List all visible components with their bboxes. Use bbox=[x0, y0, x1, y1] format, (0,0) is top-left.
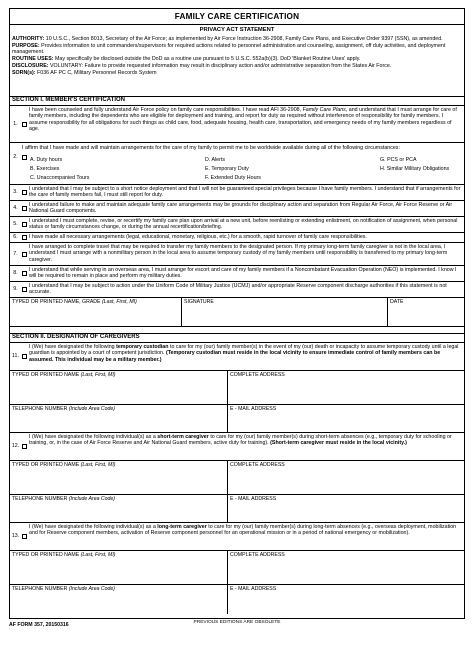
designation-11-role: temporary custodian bbox=[116, 344, 169, 350]
custodian-name-address-row bbox=[10, 371, 464, 405]
short-term-phone-field[interactable] bbox=[10, 495, 228, 522]
option-pcs: G. PCS or PCA bbox=[380, 157, 417, 163]
authority-label: AUTHORITY: bbox=[12, 36, 45, 43]
statement-2-intro: I affirm that I have made and will maintain arrangements for the care of my family to permit me to be worldwide available during all of the following circumstances: bbox=[22, 145, 400, 151]
signature-label: SIGNATURE bbox=[184, 299, 214, 305]
option-temporary-duty: E. Temporary Duty bbox=[205, 165, 249, 172]
initial-box[interactable] bbox=[21, 266, 28, 281]
name-label-italic: (Last, First, MI) bbox=[80, 552, 116, 558]
designation-11-text-b: to care for my (our) family member(s) in the event of my (our) death or incapacity to assume temporary custody until a legal guardian is appointed by a court of competent jurisdiction. bbox=[29, 344, 459, 357]
short-term-name-address-row bbox=[10, 461, 464, 495]
member-date-field[interactable] bbox=[388, 298, 464, 326]
statement-number: 6. bbox=[13, 234, 18, 241]
sorn-label: SORN(s): bbox=[12, 69, 36, 76]
option-similar-obligations: H. Similar Military Obligations bbox=[380, 165, 450, 172]
designation-12-role: short-term caregiver bbox=[157, 434, 209, 440]
statement-text bbox=[28, 106, 464, 142]
initial-box[interactable] bbox=[21, 243, 28, 265]
routine-text: May specifically be disclosed outside the DoD as a routine use pursuant to 5 U.S.C. 552a(b)(3). DoD 'Blanket Routine Uses' apply. bbox=[54, 56, 361, 63]
custodian-email-field[interactable] bbox=[228, 405, 464, 432]
statement-2 bbox=[10, 143, 464, 185]
statement-number: 8. bbox=[13, 270, 18, 277]
statement-text: I have arranged to complete travel that may be required to transfer my family members to the designated person. If my primary long-term family caregiver is not in the local area, I understand I must arrange with a nonmilitary person in the local area to assume temporary custody of my family members until responsibility is transferred to my primary long-term caregiver. bbox=[29, 244, 448, 263]
custodian-phone-field[interactable] bbox=[10, 405, 228, 432]
long-term-address-field[interactable] bbox=[228, 551, 464, 584]
option-alerts: D. Alerts bbox=[205, 157, 226, 163]
member-name-label-italic: (Last, First, MI) bbox=[101, 299, 137, 305]
initial-box[interactable] bbox=[21, 433, 28, 460]
section-1-heading: SECTION I. MEMBER'S CERTIFICATION bbox=[10, 97, 464, 106]
member-name-label: TYPED OR PRINTED NAME, GRADE bbox=[12, 299, 101, 305]
long-term-email-field[interactable] bbox=[228, 585, 464, 614]
short-term-email-field[interactable] bbox=[228, 495, 464, 522]
name-label: TYPED OR PRINTED NAME bbox=[12, 462, 80, 468]
designation-12-text-b: to care for my (our) family member(s) during short-term absences (e.g., temporary duty for schooling or training, or, in the case of Air Force Reserve and Air National Guard members, active duty for training). bbox=[29, 434, 452, 447]
designation-text bbox=[28, 523, 464, 550]
statement-number: 12. bbox=[11, 443, 20, 450]
date-label: DATE bbox=[390, 299, 404, 305]
designation-12-note: (Short-term caregiver must reside in the local vicinity.) bbox=[270, 440, 407, 447]
statement-number: 2. bbox=[13, 154, 18, 161]
option-duty-hours: A. Duty hours bbox=[30, 157, 63, 163]
long-term-phone-email-row bbox=[10, 585, 464, 614]
address-label: COMPLETE ADDRESS bbox=[230, 552, 285, 558]
statement-1-text-a: I have been counseled and fully understand Air Force policy on family care responsibilities. I have read AFI 36-2908, bbox=[29, 107, 302, 113]
phone-label-italic: (Include Area Code) bbox=[68, 496, 116, 502]
statement-text: I understand that I may be subject to action under the Uniform Code of Military Justice (UCMJ) and/or appropriate Reserve component discharge authorities if this statement is not accurate. bbox=[29, 283, 447, 296]
name-label: TYPED OR PRINTED NAME bbox=[12, 372, 80, 378]
custodian-phone-email-row bbox=[10, 405, 464, 433]
member-signature-row bbox=[10, 298, 464, 327]
privacy-heading: PRIVACY ACT STATEMENT bbox=[199, 27, 275, 33]
disclosure-text: VOLUNTARY: Failure to provide requested information may result in disciplinary action and/or administrative separation from the States Air Force. bbox=[49, 63, 392, 70]
initial-box[interactable] bbox=[21, 106, 28, 142]
statement-text: I have made all necessary arrangements (legal, educational, monetary, religious, etc.) for a smooth, rapid turnover of family care responsibilities. bbox=[29, 234, 367, 240]
name-label-italic: (Last, First, MI) bbox=[80, 372, 116, 378]
custodian-address-field[interactable] bbox=[228, 371, 464, 404]
email-label: E - MAIL ADDRESS bbox=[230, 496, 277, 502]
phone-label: TELEPHONE NUMBER bbox=[12, 406, 68, 412]
option-extended-duty: F. Extended Duty Hours bbox=[205, 174, 261, 181]
initial-box[interactable] bbox=[21, 201, 28, 216]
statement-number: 7. bbox=[13, 250, 18, 257]
initial-box[interactable] bbox=[21, 217, 28, 232]
statement-1-text-b: , and understand that I must arrange for care of family members, including the dependents who are eligible for deployment and training, and report for duty as required without interference of responsibility for family members. I assume responsibility for all obligations for such things as child care, food, adequate housing, health care, transportation, and emergency needs of my family members regardless of age. bbox=[29, 107, 457, 133]
statement-8 bbox=[10, 266, 464, 282]
designation-13-text-a: I (We) have designated the following individual(s) as a bbox=[29, 524, 156, 530]
address-label: COMPLETE ADDRESS bbox=[230, 372, 285, 378]
statement-text: I understand that I may be subject to a short notice deployment and that I will not be guaranteed special privileges because I have family members. I understand that if arrangements for the care of family members fail, I must still report for duty. bbox=[29, 186, 461, 199]
purpose-label: PURPOSE: bbox=[12, 42, 40, 49]
statement-1-italic: Family Care Plans bbox=[302, 107, 346, 113]
custodian-name-field[interactable] bbox=[10, 371, 228, 404]
routine-uses-paragraph bbox=[12, 56, 462, 62]
sorn-paragraph bbox=[12, 70, 462, 76]
statement-number: 1. bbox=[13, 120, 18, 127]
statement-7 bbox=[10, 243, 464, 266]
statement-number: 9. bbox=[13, 286, 18, 293]
statement-number: 3. bbox=[13, 189, 18, 196]
initial-box[interactable] bbox=[21, 153, 28, 161]
member-signature-field[interactable] bbox=[182, 298, 388, 326]
initial-box[interactable] bbox=[21, 185, 28, 200]
long-term-name-address-row bbox=[10, 551, 464, 585]
disclosure-paragraph bbox=[12, 63, 462, 69]
statement-number: 4. bbox=[13, 205, 18, 212]
phone-label-italic: (Include Area Code) bbox=[68, 586, 116, 592]
statement-5 bbox=[10, 217, 464, 233]
initial-box[interactable] bbox=[21, 282, 28, 297]
designation-13 bbox=[10, 523, 464, 551]
form-title: FAMILY CARE CERTIFICATION bbox=[10, 9, 464, 25]
form-page bbox=[9, 8, 465, 619]
short-term-phone-email-row bbox=[10, 495, 464, 523]
statement-9 bbox=[10, 282, 464, 298]
statement-number: 11. bbox=[12, 353, 19, 360]
option-exercises: B. Exercises bbox=[30, 165, 60, 172]
initial-box[interactable] bbox=[21, 233, 28, 242]
previous-editions-note: PREVIOUS EDITIONS ARE OBSOLETE bbox=[193, 620, 281, 625]
designation-13-role: long-term caregiver bbox=[157, 524, 207, 530]
authority-text: 10 U.S.C., Section 8013, Secretary of the Air Force; as implemented by Air Force Instruction 36-2908, Family Care Plans, and Executive Order 9397 (SSN), as amended. bbox=[45, 36, 443, 43]
designation-11-note: (Temporary custodian must reside in the local vicinity to ensure immediate control of family members can be assumed. This individual may be a military member.) bbox=[29, 350, 441, 363]
statement-text: I understand that while serving in an overseas area, I must arrange for escort and care of my family members if a Noncombatant Evacuation Operation (NEO) is implemented. I know I will be required to remain in place and perform my military duties. bbox=[29, 267, 457, 280]
email-label: E - MAIL ADDRESS bbox=[230, 406, 277, 412]
authority-paragraph bbox=[12, 36, 462, 42]
phone-label: TELEPHONE NUMBER bbox=[12, 496, 68, 502]
phone-label: TELEPHONE NUMBER bbox=[12, 586, 68, 592]
long-term-phone-field[interactable] bbox=[10, 585, 228, 614]
statement-text: I understand I must complete, revise, or recertify my family care plan upon arrival at a new unit, before reenlisting or extending enlistment, on notification of assignment, when personal status or family circumstances change, or during the annual recertification/briefing. bbox=[29, 218, 458, 231]
member-name-field[interactable] bbox=[10, 298, 182, 326]
option-unaccompanied-tours: C. Unaccompanied Tours bbox=[30, 174, 90, 181]
statement-1 bbox=[10, 106, 464, 143]
statement-6 bbox=[10, 233, 464, 243]
name-label: TYPED OR PRINTED NAME bbox=[12, 552, 80, 558]
form-footer bbox=[9, 620, 465, 630]
disclosure-label: DISCLOSURE: bbox=[12, 63, 49, 70]
address-label: COMPLETE ADDRESS bbox=[230, 462, 285, 468]
short-term-name-field[interactable] bbox=[10, 461, 228, 494]
privacy-act-statement bbox=[10, 25, 464, 97]
initial-box[interactable] bbox=[21, 523, 28, 550]
short-term-address-field[interactable] bbox=[228, 461, 464, 494]
statement-3 bbox=[10, 185, 464, 201]
purpose-text: Provides information to unit commanders/supervisors for required actions related to personnel administration and counseling, assignment, off duty activities, and deployment management. bbox=[12, 42, 446, 56]
statement-4 bbox=[10, 201, 464, 217]
section-2-heading: SECTION II. DESIGNATION OF CAREGIVERS bbox=[10, 334, 464, 343]
email-label: E - MAIL ADDRESS bbox=[230, 586, 277, 592]
statement-number: 5. bbox=[13, 221, 18, 228]
initial-box[interactable] bbox=[21, 343, 28, 370]
long-term-name-field[interactable] bbox=[10, 551, 228, 584]
section-spacer bbox=[10, 327, 464, 334]
statement-number: 13. bbox=[11, 533, 20, 540]
sorn-text: F036 AF PC C, Military Personnel Records System bbox=[37, 69, 157, 76]
designation-13-text-b: to care for my (our) family member(s) during long-term absences (e.g., overseas deployment, mobilization and for Reserve component members, activation of Reserve component personnel for an operational mission or in a period of national emergency or mobilization). bbox=[29, 524, 457, 537]
circumstance-options bbox=[30, 157, 462, 181]
designation-12 bbox=[10, 433, 464, 461]
purpose-paragraph bbox=[12, 43, 462, 56]
designation-12-text-a: I (We) have designated the following individual(s) as a bbox=[29, 434, 156, 440]
statement-text: I understand failure to make and maintain adequate family care arrangements may be grounds for disciplinary action and separation from Regular Air Force, Air Force Reserve or Air National Guard components. bbox=[29, 202, 453, 215]
designation-11-text-a: I (We) have designated the following bbox=[29, 344, 115, 350]
designation-11 bbox=[10, 343, 464, 371]
phone-label-italic: (Include Area Code) bbox=[68, 406, 116, 412]
designation-text bbox=[28, 433, 464, 460]
name-label-italic: (Last, First, MI) bbox=[80, 462, 116, 468]
routine-label: ROUTINE USES: bbox=[12, 56, 54, 63]
designation-text bbox=[28, 343, 464, 370]
form-number: AF FORM 357, 20150316 bbox=[9, 622, 69, 628]
